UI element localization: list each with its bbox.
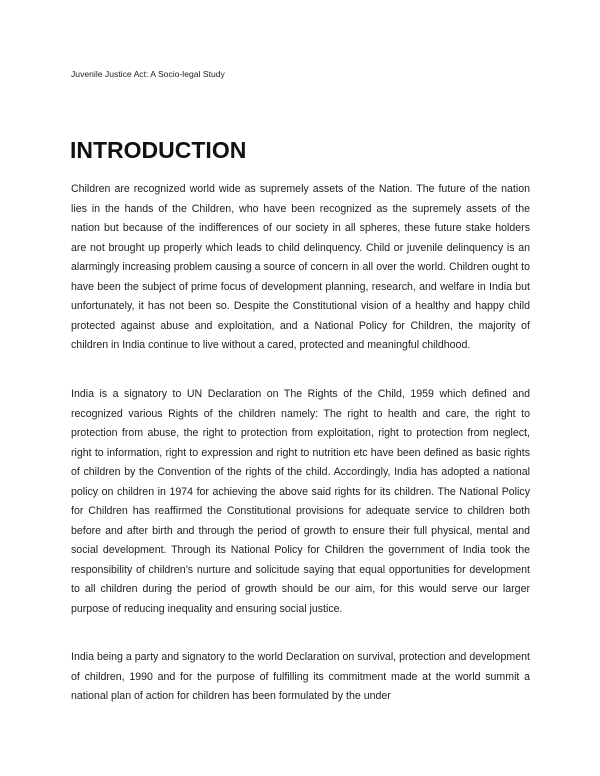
section-heading: INTRODUCTION [70,137,247,163]
running-header: Juvenile Justice Act: A Socio-legal Study [71,69,225,79]
paragraph-3: India being a party and signatory to the world Declaration on survival, protection and development of children, 1990 and for the purpose of fulfilling its commitment made at the world summit a national plan of action for children has been formulated by the under [71,651,530,702]
paragraph-2: India is a signatory to UN Declaration on The Rights of the Child, 1959 which defined and recognized various Rights of the children namely: The right to health and care, the right to protection from abuse, the right to protection from exploitation, right to protection from neglect, right to information, right to expression and right to nutrition etc have been defined as basic rights of children by the Convention of the rights of the child. Accordingly, India has adopted a national policy on children in 1974 for achieving the above said rights for its children. The National Policy for Children has reaffirmed the Constitutional provisions for adequate service to children both before and after birth and through the period of growth to ensure their full physical, mental and social development. Through its National Policy for Children the government of India took the responsibility of children’s nurture and solicitude saying that equal opportunities for development to all children during the period of growth should be our aim, for this would serve our larger purpose of reducing inequality and ensuring social justice. [71,388,530,615]
paragraph-1: Children are recognized world wide as supremely assets of the Nation. The future of the nation lies in the hands of the Children, who have been recognized as the supremely assets of the nation but because of the indifferences of our society in all spheres, these future stake holders are not brought up properly which leads to child delinquency. Child or juvenile delinquency is an alarmingly increasing problem causing a source of concern in all over the world. Children ought to have been the subject of prime focus of development planning, research, and welfare in India but unfortunately, it has not been so. Despite the Constitutional vision of a healthy and happy child protected against abuse and exploitation, and a National Policy for Children, the majority of children in India continue to live without a cared, protected and meaningful childhood. [71,183,530,351]
